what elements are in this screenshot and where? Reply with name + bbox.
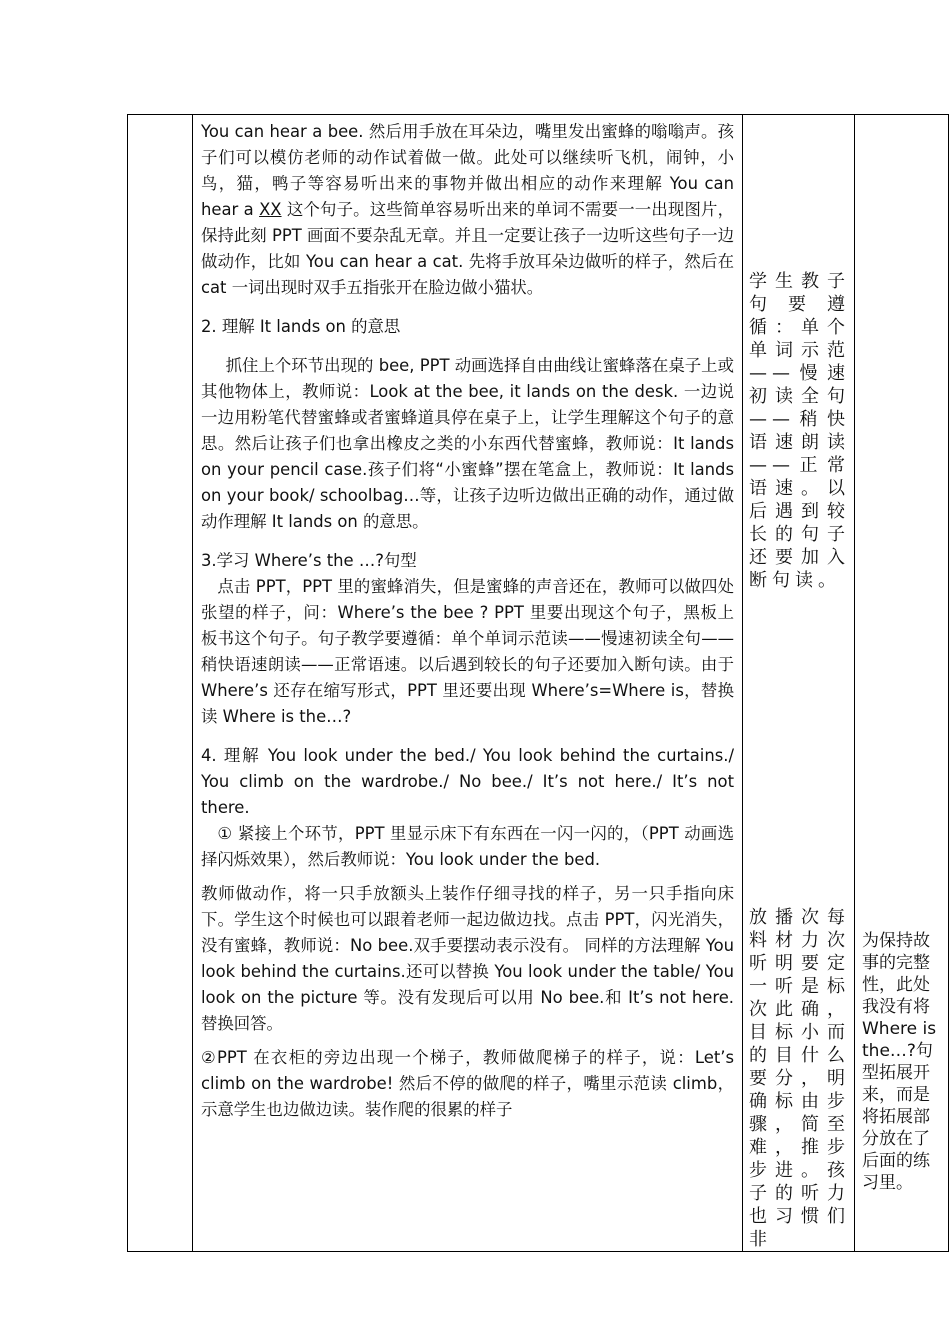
paragraph-lands-on: 抓住上个环节出现的 bee, PPT 动画选择自由曲线让蜜蜂落在桌子上或其他物体上，教师说：Look at the bee, it lands on the desk. 一边说一边用粉笔代替蜜蜂或者蜜蜂道具停在桌子上，让学生理解这个句子的意思。然后让孩子们也拿出橡皮之类的小东西代替蜜蜂，教师说：It lands on your pencil case.孩子们将“小蜜蜂”摆在笔盒上，教师说：It lands on your book/ schoolbag…等，让孩子边听边做出正确的动作，通过做动作理解 It lands on 的意思。 (201, 356, 734, 531)
underlined-xx: XX (259, 200, 282, 219)
table-row (128, 115, 949, 1252)
note-listening: 放播次每料材力次听明要定一听是标次此确，目标小而的目什么要分，明确标由步骤，简至难，推步步进。孩子的听力也习惯们非 (749, 907, 850, 1250)
notes-cell (743, 115, 855, 1252)
heading-look-under: 4. 理解 You look under the bed./ You look behind the curtains./ You climb on the wardrobe./ No bee./ It’s not here./ It’s not there. (201, 746, 734, 817)
teaching-process-cell (193, 115, 743, 1252)
blank-cell (128, 115, 193, 1252)
paragraph-climb: ②PPT 在衣柜的旁边出现一个梯子，教师做爬梯子的样子，说：Let’s climb on the wardrobe! 然后不停的做爬的样子，嘴里示范读 climb，示意学生也边做边读。装作爬的很累的样子 (201, 1048, 734, 1119)
paragraph-hear-bee: You can hear a bee. 然后用手放在耳朵边，嘴里发出蜜蜂的嗡嗡声。孩子们可以模仿老师的动作试着做一做。此处可以继续听飞机，闹钟，小鸟，猫，鸭子等容易听出来的事物并做出相应的动作来理解 You can hear a XX 这个句子。这些简单容易听出来的单词不需要一一出现图片，保持此刻 PPT 画面不要杂乱无章。并且一定要让孩子一边听这些句子一边做动作，比如 You can hear a cat. 先将手放耳朵边做听的样子，然后在 cat 一词出现时双手五指张开在脸边做小猫状。 (201, 122, 734, 297)
lesson-plan-table (127, 114, 949, 1252)
note-sentence-teaching: 学生教子句要遵循：单个单词示范——慢速初读全句——稍快语速朗读——正常语速。以后遇到较长的句子还要加入断句读。 (749, 271, 850, 591)
paragraph-where: 点击 PPT，PPT 里的蜜蜂消失，但是蜜蜂的声音还在，教师可以做四处张望的样子，问：Where’s the bee ? PPT 里要出现这个句子，黑板上板书这个句子。句子教学要遵循：单个单词示范读——慢速初读全句——稍快语速朗读——正常语速。以后遇到较长的句子还要加入断句读。由于 Where’s 还存在缩写形式，PPT 里还要出现 Where’s=Where is，替换读 Where is the…? (201, 577, 734, 726)
paragraph-teacher-action: 教师做动作，将一只手放额头上装作仔细寻找的样子，另一只手指向床下。学生这个时候也可以跟着老师一起边做边找。点击 PPT，闪光消失，没有蜜蜂，教师说：No bee.双手要摆动表示没有。 同样的方法理解 You look behind the curtains.还可以替换 You look under the table/ You look on the picture 等。没有发现后可以用 No bee.和 It’s not here.替换回答。 (201, 884, 734, 1033)
remarks-cell (855, 115, 949, 1252)
heading-lands-on: 2. 理解 It lands on 的意思 (201, 317, 401, 336)
paragraph-look-under: ① 紧接上个环节，PPT 里显示床下有东西在一闪一闪的，（PPT 动画选择闪烁效果），然后教师说：You look under the bed. (201, 824, 734, 869)
heading-where: 3.学习 Where’s the …?句型 (201, 551, 417, 570)
note-story-integrity: 为保持故事的完整性，此处我没有将 Where is the…?句型拓展开来，而是将拓展部分放在了后面的练习里。 (862, 931, 937, 1193)
